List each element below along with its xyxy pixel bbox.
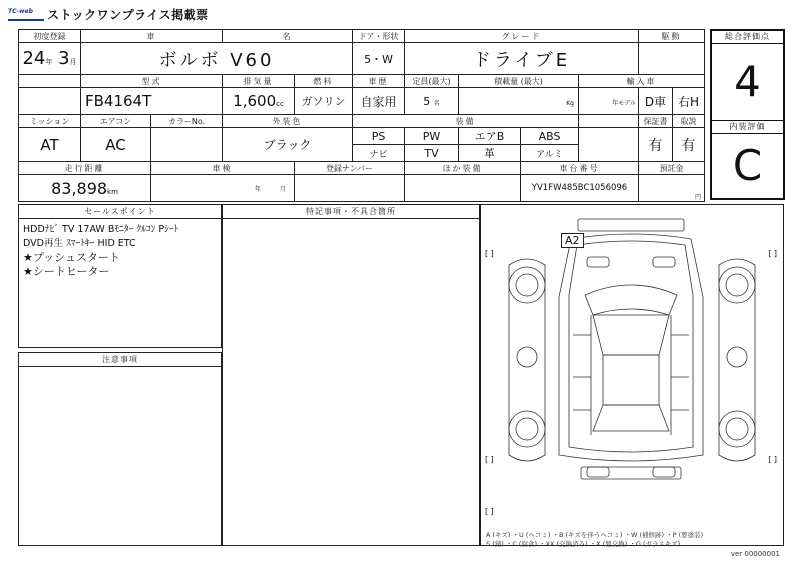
history-value: 自家用 [353,88,405,115]
import-type-value: D車 [639,88,673,115]
mileage-value: 83,898km [19,175,151,202]
color-no-label: カラーNo. [151,115,223,128]
mission-value: AT [19,128,81,162]
logo: TC-web [8,7,44,21]
damage-mark: A2 [561,233,584,248]
history-label: 車歴 [353,75,405,88]
door-type-value: 5・W [353,43,405,75]
manual-value: 有 [673,128,705,162]
first-reg-value: 24年 3月 [19,43,81,75]
equip-abs: ABS [521,128,579,145]
equip-airbag: エアB [459,128,521,145]
warranty-value: 有 [639,128,673,162]
equip-tv: TV [405,145,459,162]
mission-label: ミッション [19,115,81,128]
color-no-value [151,128,223,162]
manual-label: 取説 [673,115,705,128]
first-reg-label: 初度登録 [19,30,81,43]
name-label: 名 [223,30,353,43]
inspection-label: 車検 [151,162,295,175]
diagram-bracket: [ ] [768,455,777,464]
diagram-bracket: [ ] [768,249,777,258]
sales-point-line: HDDﾅﾋﾞ TV 17AW Bﾓﾆﾀｰ ｸﾙｺﾝ Pｼｰﾄ [23,224,179,235]
notes-title: 注意事項 [19,353,221,367]
sales-point-line: DVD再生 ｽﾏｰﾄｷｰ HID ETC [23,238,136,249]
version-label: ver 00000001 [730,550,780,558]
exterior-color-value: ブラック [223,128,353,162]
aircon-label: エアコン [81,115,151,128]
capacity-label: 定員(最大) [405,75,459,88]
chassis-label: 車台番号 [521,162,639,175]
diagram-bracket: [ ] [485,455,494,464]
equip-leather: 革 [459,145,521,162]
overall-score: 4 [734,57,761,106]
sales-points-title: セールスポイント [19,205,221,219]
page-title: ストックワンプライス掲載票 [47,8,209,22]
color-spacer [579,115,639,128]
other-equip-label: ほか装備 [405,162,521,175]
legend-line: S (錆) ・C (腐食) ・XX (交換済み) ・X (要交換) ・G (ガラスキズ) [486,540,681,548]
special-notes-section [222,204,480,546]
load-label: 積載量 (最大) [459,75,579,88]
exterior-color-label: 外装色 [223,115,353,128]
equip-ps: PS [353,128,405,145]
damage-diagram-section [480,204,784,546]
interior-score: C [732,141,763,190]
overall-score-label: 総合評価点 [712,31,783,44]
equip-blank [579,128,639,162]
score-box [710,29,785,200]
deposit-value: 円 [639,175,705,202]
aircon-value: AC [81,128,151,162]
inspection-value: 年 月 [151,175,295,202]
diagram-bracket: [ ] [485,507,494,516]
car-label: 車 [81,30,223,43]
reg-number-label: 登録ナンバー [295,162,405,175]
displacement-value: 1,600cc [223,88,295,115]
chassis-value: YV1FW485BC1056096 [521,175,639,202]
fuel-label: 燃料 [295,75,353,88]
spec-table [18,29,705,202]
sales-point-line: ★プッシュスタート [23,251,120,264]
diagram-bracket: [ ] [485,249,494,258]
legend-line: A (キズ) ・U (ヘコミ) ・B (キズを伴うヘコミ) ・W (補修跡) ・P (要塗装) [486,531,704,539]
door-type-label: ドア・形状 [353,30,405,43]
import-label: 輸入車 [579,75,705,88]
displacement-label: 排気量 [223,75,295,88]
model-label: 型式 [81,75,223,88]
equip-alloy: アルミ [521,145,579,162]
notes-section [18,352,222,546]
model-value: FB4164T [81,88,223,115]
other-equip-value [405,175,521,202]
grade-label: グレード [405,30,639,43]
drive-value [639,43,705,75]
interior-score-label: 内装評価 [712,120,783,134]
warranty-label: 保証書 [639,115,673,128]
sales-points-section [18,204,222,348]
drive-label: 駆動 [639,30,705,43]
reg-number-value [295,175,405,202]
equip-navi: ナビ [353,145,405,162]
year-model-value: 年モデル [579,88,639,115]
equipment-label: 装備 [353,115,579,128]
fuel-value: ガソリン [295,88,353,115]
special-notes-title: 特記事項・不具合箇所 [223,205,479,219]
car-name: ボルボ V60 [81,43,353,75]
mileage-label: 走行距離 [19,162,151,175]
sales-point-line: ★シートヒーター [23,265,110,278]
grade-value: ドライブE [405,43,639,75]
steering-value: 右H [673,88,705,115]
car-damage-diagram [481,205,783,545]
load-value: Kg [459,88,579,115]
deposit-label: 預託金 [639,162,705,175]
equip-pw: PW [405,128,459,145]
capacity-value: 5 名 [405,88,459,115]
